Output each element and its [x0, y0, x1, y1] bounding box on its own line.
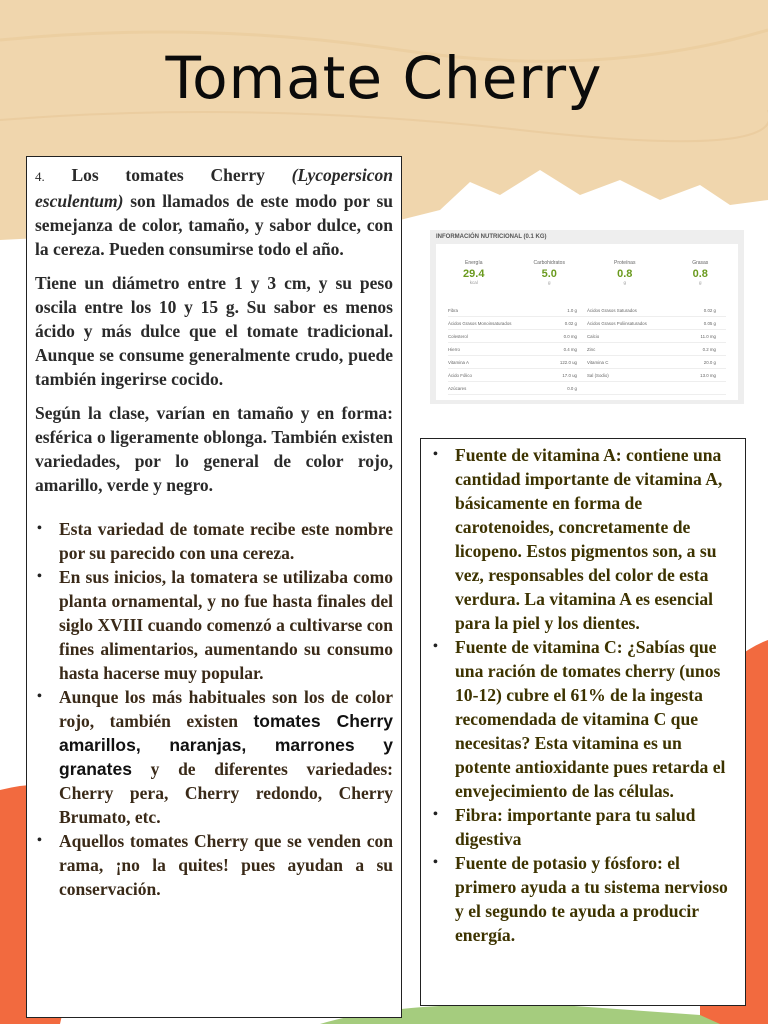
cell: Calcio: [587, 333, 600, 339]
list-item: • En sus inicios, la tomatera se utilizaba como planta ornamental, y no fue hasta finales del siglo XVIII cuando comenzó a cultivarse con fines alimentarios, aumentando su consumo hasta hacerse muy popular.: [35, 565, 393, 685]
list-item: • Aquellos tomates Cherry que se venden con rama, ¡no la quites! pues ayudan a su conservación.: [35, 829, 393, 901]
cell: Ácidos Grasos Poliinsaturados: [587, 320, 647, 326]
macro-label: Grasas: [692, 260, 709, 266]
macro-fat: [670, 260, 730, 285]
cell: 1.0 g: [567, 307, 577, 313]
size-paragraph: Tiene un diámetro entre 1 y 3 cm, y su peso oscila entre los 10 y 15 g. Su sabor es menos ácido y más dulce que el tomate tradicional. Aunque se consume generalmente crudo, puede también ingerirse cocido.: [35, 273, 393, 389]
macro-value: 0.8: [692, 268, 708, 280]
nutrition-body: [436, 244, 738, 400]
list-item: • Fuente de vitamina A: contiene una cantidad importante de vitamina A, básicamente en forma de carotenoides, concretamente de licopeno. Estos pigmentos son, a su vez, responsables del color de esta verdura. La vitamina A es esencial para la piel y los dientes.: [431, 443, 737, 635]
nutrition-table: [448, 304, 726, 395]
cell: 0.02 g: [564, 320, 577, 326]
macro-value: 5.0: [541, 268, 557, 280]
list-item: • Esta variedad de tomate recibe este nombre por su parecido con una cereza.: [35, 517, 393, 565]
macro-unit: g: [547, 280, 551, 285]
list-item: [35, 685, 393, 829]
paragraph-number: 4.: [35, 169, 45, 184]
cell: Ácido Fólico: [448, 372, 472, 378]
benefits-panel: [420, 438, 746, 1006]
cell: 17.0 ug: [562, 372, 577, 378]
cell: Azúcares: [448, 385, 467, 391]
macro-label: Carbohidratos: [533, 260, 565, 266]
cell: Ácidos Grasos Saturados: [587, 307, 637, 313]
table-row: [448, 343, 726, 356]
cell: Vitamina C: [587, 359, 609, 365]
macro-value: 0.8: [617, 268, 633, 280]
macro-value: 29.4: [463, 268, 485, 280]
intro-text-b: son llamados de este modo por su semejanza de color, tamaño, y sabor dulce, con la cereza. Pueden consumirse todo el año.: [35, 191, 393, 259]
cell: 0.0 mg: [563, 333, 577, 339]
macro-unit: g: [698, 280, 702, 285]
page-title: Tomate Cherry: [165, 44, 603, 112]
cell: Zinc: [587, 346, 596, 352]
cell: 122.0 ug: [559, 359, 577, 365]
macro-summary: [436, 244, 738, 285]
macro-label: Energía: [464, 260, 483, 266]
nutrition-card: [430, 230, 744, 404]
cell: Colesterol: [448, 333, 468, 339]
macro-energy: [444, 260, 504, 285]
variety-paragraph: Según la clase, varían en tamaño y en forma: esférica o ligeramente oblonga. También existen variedades, por lo general de color rojo, amarillo, verde y negro.: [35, 403, 393, 495]
cell: 13.0 mg: [700, 372, 716, 378]
nutrition-title: INFORMACIÓN NUTRICIONAL (0.1 KG): [436, 234, 547, 240]
cell: 0.05 g: [703, 320, 716, 326]
scientific-name: (Lycopersicon esculentum): [35, 165, 393, 211]
list-item: • Fuente de vitamina C: ¿Sabías que una ración de tomates cherry (unos 10-12) cubre el 61% de la ingesta recomendada de vitamina C que necesitas? Esta vitamina es un potente antioxidante pues retarda el envejecimiento de las células.: [431, 635, 737, 803]
macro-unit: kcal: [469, 280, 478, 285]
intro-paragraph: [35, 163, 393, 261]
list-item: • Fuente de potasio y fósforo: el primero ayuda a tu sistema nervioso y el segundo te ayuda a producir energía.: [431, 851, 737, 947]
list-item-text-a: Aunque los más habituales son los de color rojo, también existen: [59, 687, 393, 731]
table-row: [448, 382, 726, 395]
macro-carbs: [519, 260, 579, 285]
list-item: • Fibra: importante para tu salud digestiva: [431, 803, 737, 851]
facts-list: [35, 517, 393, 901]
cell: Fibra: [448, 307, 459, 313]
macro-label: Proteínas: [614, 260, 636, 266]
list-item-highlight: tomates Cherry amarillos, naranjas, marrones y granates: [59, 711, 393, 779]
cell: Vitamina A: [448, 359, 469, 365]
cell: 0.2 mg: [702, 346, 716, 352]
intro-panel: [26, 156, 402, 1018]
cell: Sal (Sodio): [587, 372, 609, 378]
cell: 0.02 g: [703, 307, 716, 313]
benefits-list: [431, 443, 737, 947]
macro-protein: [595, 260, 655, 285]
cell: Hierro: [448, 346, 460, 352]
cell: 0.4 mg: [563, 346, 577, 352]
macro-unit: g: [623, 280, 626, 285]
list-item-text-b: y de diferentes variedades: Cherry pera, Cherry redondo, Cherry Brumato, etc.: [59, 759, 393, 827]
table-row: [448, 356, 726, 369]
cell: Ácidos Grasos Monoinsaturados: [448, 320, 512, 326]
table-row: [448, 304, 726, 317]
intro-text-a: Los tomates Cherry: [44, 165, 292, 185]
table-row: [448, 317, 726, 330]
cell: 11.0 mg: [700, 333, 716, 339]
cell: 20.0 g: [703, 359, 716, 365]
table-row: [448, 330, 726, 343]
table-row: [448, 369, 726, 382]
cell: 0.0 g: [567, 385, 577, 391]
